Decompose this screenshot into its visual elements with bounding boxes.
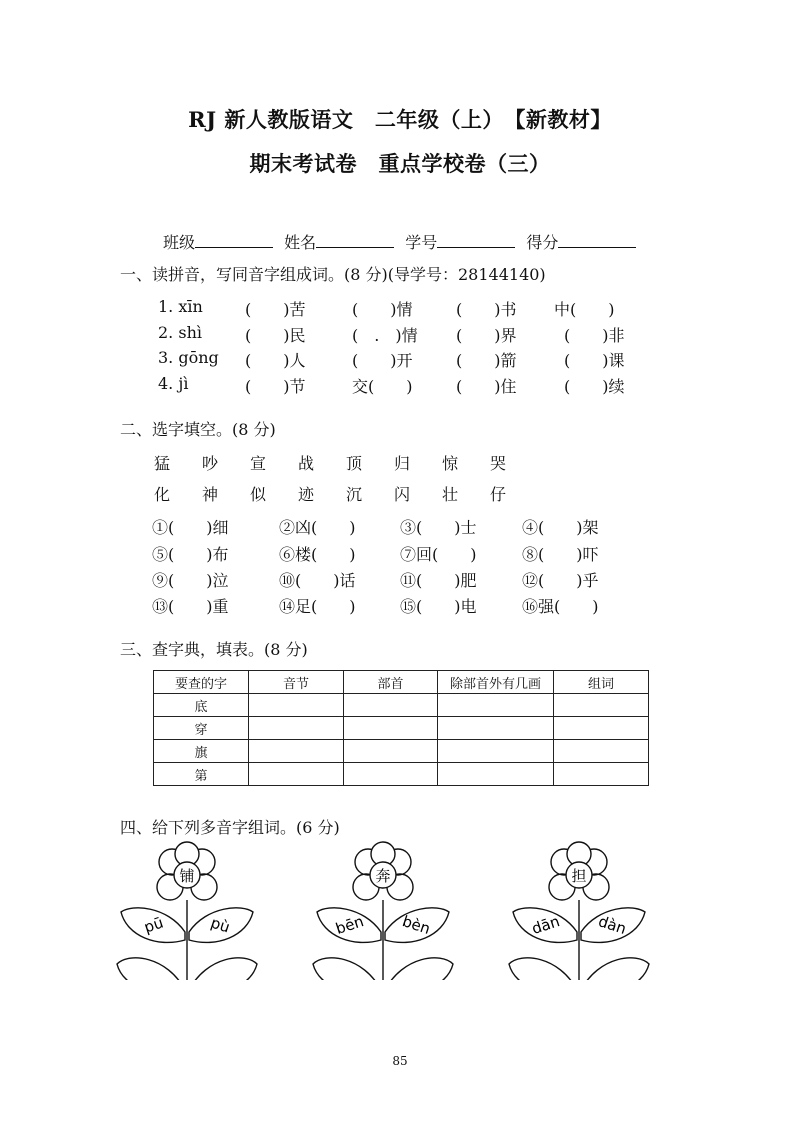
bank-char: 猛 bbox=[154, 454, 171, 473]
table-row bbox=[154, 740, 649, 763]
s1-row1-label: 1. xīn bbox=[158, 297, 203, 316]
table-cell[interactable] bbox=[438, 763, 554, 786]
table-cell[interactable] bbox=[249, 763, 344, 786]
table-cell[interactable] bbox=[554, 763, 649, 786]
bank-char: 闪 bbox=[394, 485, 411, 504]
table-row bbox=[154, 717, 649, 740]
flower-diagrams bbox=[0, 840, 800, 980]
section1-heading: 一、读拼音，写同音字组成词。(8 分)(导学号：28144140) bbox=[120, 265, 546, 284]
table-cell[interactable] bbox=[438, 694, 554, 717]
s2-item[interactable]: ⑫( )乎 bbox=[522, 571, 599, 590]
s1-row2-item[interactable]: ( )非 bbox=[564, 326, 625, 345]
s1-row3-item[interactable]: ( )箭 bbox=[456, 351, 517, 370]
class-label: 班级 bbox=[163, 233, 196, 252]
s1-row1-item[interactable]: 中( ) bbox=[554, 300, 615, 319]
section4-heading: 四、给下列多音字组词。(6 分) bbox=[120, 818, 340, 837]
table-header-cell: 除部首外有几画 bbox=[438, 671, 554, 694]
s2-item[interactable]: ②凶( ) bbox=[279, 518, 356, 537]
title-line-2: 期末考试卷 重点学校卷（三） bbox=[249, 151, 551, 176]
s1-row2-item[interactable]: ( )界 bbox=[456, 326, 517, 345]
s1-row1-item[interactable]: ( )书 bbox=[456, 300, 517, 319]
s1-row3-item[interactable]: ( )人 bbox=[245, 351, 306, 370]
s1-row4-item[interactable]: ( )节 bbox=[245, 377, 306, 396]
s1-row2-label: 2. shì bbox=[158, 323, 202, 342]
table-cell[interactable] bbox=[344, 694, 438, 717]
table-cell[interactable] bbox=[344, 717, 438, 740]
bank-char: 化 bbox=[154, 485, 171, 504]
score-blank[interactable] bbox=[558, 233, 636, 248]
dictionary-table bbox=[153, 670, 649, 786]
table-row-char: 第 bbox=[154, 763, 249, 786]
s2-item[interactable]: ①( )细 bbox=[152, 518, 229, 537]
info-line bbox=[163, 230, 636, 253]
table-cell[interactable] bbox=[249, 717, 344, 740]
table-header-cell: 部首 bbox=[344, 671, 438, 694]
bank-char: 神 bbox=[202, 485, 219, 504]
bank-char: 似 bbox=[250, 485, 267, 504]
table-cell[interactable] bbox=[554, 694, 649, 717]
score-label: 得分 bbox=[526, 233, 559, 252]
table-cell[interactable] bbox=[438, 740, 554, 763]
s2-item[interactable]: ⑨( )泣 bbox=[152, 571, 229, 590]
s1-row1-item[interactable]: ( )苦 bbox=[245, 300, 306, 319]
flower-3-right-pinyin: dàn bbox=[596, 912, 629, 938]
class-blank[interactable] bbox=[195, 233, 273, 248]
flower-1 bbox=[117, 842, 257, 980]
table-cell[interactable] bbox=[554, 717, 649, 740]
page-number: 85 bbox=[392, 1054, 408, 1068]
s2-item[interactable]: ③( )士 bbox=[400, 518, 477, 537]
flower-3-char: 担 bbox=[571, 867, 587, 885]
bank-char: 沉 bbox=[346, 485, 363, 504]
table-header-cell: 组词 bbox=[554, 671, 649, 694]
flower-2-right-pinyin: bèn bbox=[400, 912, 433, 938]
table-cell[interactable] bbox=[249, 740, 344, 763]
s1-row4-label: 4. jì bbox=[158, 374, 189, 393]
s1-row2-item[interactable]: ( . )情 bbox=[352, 326, 418, 345]
table-row-char: 旗 bbox=[154, 740, 249, 763]
s2-item[interactable]: ⑪( )肥 bbox=[400, 571, 477, 590]
bank-char: 归 bbox=[394, 454, 411, 473]
flower-3 bbox=[509, 842, 649, 980]
s2-item[interactable]: ⑥楼( ) bbox=[279, 545, 356, 564]
s2-item[interactable]: ⑬( )重 bbox=[152, 597, 229, 616]
number-label: 学号 bbox=[405, 233, 438, 252]
s2-item[interactable]: ⑧( )吓 bbox=[522, 545, 599, 564]
table-header-cell: 音节 bbox=[249, 671, 344, 694]
bank-char: 哭 bbox=[490, 454, 507, 473]
section2-heading: 二、选字填空。(8 分) bbox=[120, 420, 276, 439]
s1-row1-item[interactable]: ( )情 bbox=[352, 300, 413, 319]
bank-char: 迹 bbox=[298, 485, 315, 504]
flower-1-char: 铺 bbox=[179, 867, 195, 885]
table-cell[interactable] bbox=[344, 763, 438, 786]
s2-item[interactable]: ⑮( )电 bbox=[400, 597, 477, 616]
bank-char: 宣 bbox=[250, 454, 267, 473]
bank-char: 顶 bbox=[346, 454, 363, 473]
s2-item[interactable]: ④( )架 bbox=[522, 518, 599, 537]
s1-row2-item[interactable]: ( )民 bbox=[245, 326, 306, 345]
name-label: 姓名 bbox=[284, 233, 317, 252]
bank-char: 吵 bbox=[202, 454, 219, 473]
s2-item[interactable]: ⑯强( ) bbox=[522, 597, 599, 616]
bank-char: 战 bbox=[298, 454, 315, 473]
section3-heading: 三、查字典，填表。(8 分) bbox=[120, 640, 308, 659]
table-cell[interactable] bbox=[554, 740, 649, 763]
s1-row4-item[interactable]: 交( ) bbox=[352, 377, 413, 396]
flower-1-left-pinyin: pū bbox=[141, 913, 166, 937]
number-blank[interactable] bbox=[437, 233, 515, 248]
s1-row4-item[interactable]: ( )住 bbox=[456, 377, 517, 396]
table-row-char: 穿 bbox=[154, 717, 249, 740]
s2-item[interactable]: ⑩( )话 bbox=[279, 571, 356, 590]
flower-3-left-pinyin: dān bbox=[529, 912, 562, 938]
s1-row3-label: 3. gōng bbox=[158, 348, 219, 367]
s2-item[interactable]: ⑭足( ) bbox=[279, 597, 356, 616]
table-row-char: 底 bbox=[154, 694, 249, 717]
name-blank[interactable] bbox=[316, 233, 394, 248]
table-row bbox=[154, 694, 649, 717]
table-cell[interactable] bbox=[249, 694, 344, 717]
s2-item[interactable]: ⑦回( ) bbox=[400, 545, 477, 564]
s1-row3-item[interactable]: ( )开 bbox=[352, 351, 413, 370]
flower-2-left-pinyin: bēn bbox=[333, 912, 366, 938]
s1-row3-item[interactable]: ( )课 bbox=[564, 351, 625, 370]
flower-2-char: 奔 bbox=[375, 867, 391, 885]
table-cell[interactable] bbox=[438, 717, 554, 740]
table-cell[interactable] bbox=[344, 740, 438, 763]
table-header-cell: 要查的字 bbox=[154, 671, 249, 694]
s2-item[interactable]: ⑤( )布 bbox=[152, 545, 229, 564]
flower-1-right-pinyin: pù bbox=[208, 913, 233, 937]
title-line-1: RJ 新人教版语文 二年级（上） 【新教材】 bbox=[188, 107, 612, 132]
table-row bbox=[154, 763, 649, 786]
bank-char: 壮 bbox=[442, 485, 459, 504]
table-header-row bbox=[154, 671, 649, 694]
s1-row4-item[interactable]: ( )续 bbox=[564, 377, 625, 396]
bank-char: 惊 bbox=[442, 454, 459, 473]
flower-2 bbox=[313, 842, 453, 980]
bank-char: 仔 bbox=[490, 485, 507, 504]
